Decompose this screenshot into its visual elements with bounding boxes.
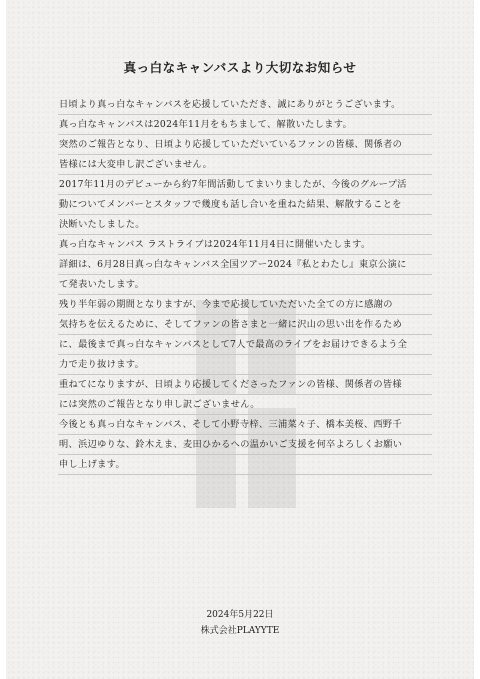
body-line: 重ねてになりますが、日頃より応援してくださったファンの皆様、関係者の皆様: [58, 375, 432, 395]
body-line: 真っ白なキャンバス ラストライブは2024年11月4日に開催いたします。: [58, 235, 432, 255]
body-line: 真っ白なキャンバスは2024年11月をもちまして、解散いたします。: [58, 115, 432, 135]
body-line: 明、浜辺ゆりな、鈴木えま、麦田ひかるへの温かいご支援を何卒よろしくお願い: [58, 435, 432, 455]
body-line: 突然のご報告となり、日頃より応援していただいているファンの皆様、関係者の: [58, 135, 432, 155]
body-line: には突然のご報告となり申し訳ございません。: [58, 395, 432, 415]
body-line: 気持ちを伝えるために、そしてファンの皆さまと一緒に沢山の思い出を作るため: [58, 315, 432, 335]
body-line: 残り半年弱の期間となりますが、今まで応援していただいた全ての方に感謝の: [58, 295, 432, 315]
page-title: 真っ白なキャンバスより大切なお知らせ: [123, 60, 357, 75]
body-line: 決断いたしました。: [58, 215, 432, 235]
body-line: 今後とも真っ白なキャンバス、そして小野寺梓、三浦菜々子、橋本美桜、西野千: [58, 415, 432, 435]
body-line: 動についてメンバーとスタッフで幾度も話し合いを重ねた結果、解散することを: [58, 195, 432, 215]
signature-block: [6, 607, 474, 639]
body-line: て発表いたします。: [58, 275, 432, 295]
body-line: に、最後まで真っ白なキャンバスとして7人で最高のライブをお届けできるよう全: [58, 335, 432, 355]
announcement-date: 2024年5月22日: [206, 610, 274, 620]
announcement-body: [58, 95, 432, 475]
company-name: 株式会社PLAYYTE: [200, 626, 280, 636]
body-line: 申し上げます。: [58, 455, 432, 475]
body-line: 皆様には大変申し訳ございません。: [58, 155, 432, 175]
body-line: 日頃より真っ白なキャンバスを応援していただき、誠にありがとうございます。: [58, 95, 432, 115]
body-line: 力で走り抜けます。: [58, 355, 432, 375]
body-line: 詳細は、6月28日真っ白なキャンバス全国ツアー2024『私とわたし』東京公演に: [58, 255, 432, 275]
body-line: 2017年11月のデビューから約7年間活動してまいりましたが、今後のグループ活: [58, 175, 432, 195]
